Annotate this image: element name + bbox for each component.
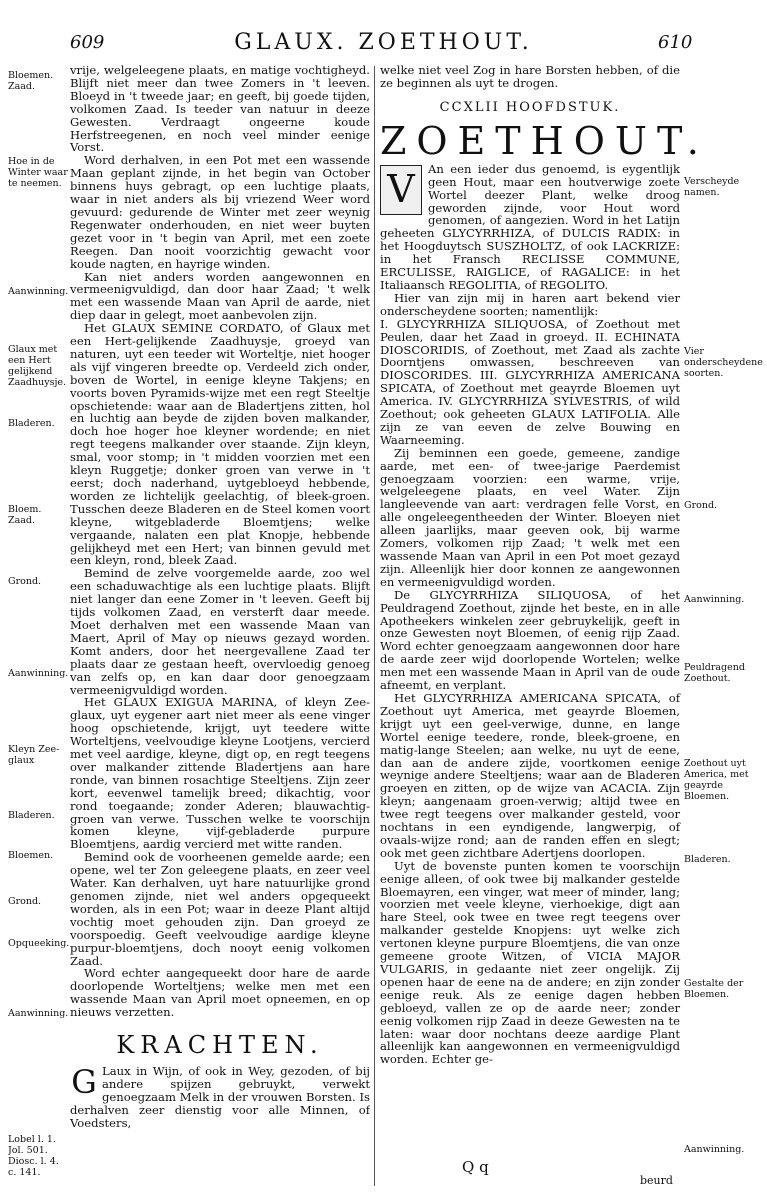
signature-mark: Q q: [462, 1158, 489, 1176]
left-body: [70, 64, 370, 1019]
paragraph: [380, 163, 680, 292]
paragraph: Hier van zijn mij in haren aart bekend vier onderscheydene soorten; namentlijk:: [380, 290, 680, 318]
paragraph: I. GLYCYRRHIZA SILIQUOSA, of Zoethout met Peulen, daar het Zaad in groeyd. II. ECHINATA DIOSCORIDIS, of Zoethout, met Zaad als zachte Doorntjens omwassen, beschreeven van DIOSCORIDES. III. GLYCYRRHIZA AMERICANA SPICATA, of Zoethout met geayrde Bloemen uyt America. IV. GLYCYRRHIZA SYLVESTRIS, of wild Zoethout; ook geheeten GLAUX LATIFOLIA. Alle zijn ze van eeven de zelve Bouwing en Waarneeming.: [380, 316, 680, 447]
krachten-body: [70, 1062, 370, 1130]
margin-note: Opqueeking.: [8, 938, 70, 949]
margin-note: Bloemen.: [8, 850, 54, 861]
paragraph: Bemind ook de voorheenen gemelde aarde; een opene, wel ter Zon geleegene plaats, en zeer veel Water. Kan derhalven, uyt hare natuurlijke grond genomen zijnde, niet wel anders opgequeekt worden, als in een Pot; waar in deeze Plant altijd vochtig moet gehouden zijn. Dan groeyd ze voorspoedig. Geeft veelvoudige aardige kleyne purpur-bloemtjens, doch nooyt eenig volkomen Zaad.: [70, 850, 370, 968]
margin-note: Aanwinning.: [8, 286, 69, 297]
margin-note: Bladeren.: [8, 810, 55, 821]
margin-note: Vier onderscheydene soorten.: [684, 346, 763, 379]
margin-note: Grond.: [8, 896, 42, 907]
margin-note: Peuldragend Zoethout.: [684, 662, 745, 684]
margin-note: Hoe in de Winter waar te neemen.: [8, 156, 68, 189]
margin-note: Kleyn Zee-glaux: [8, 744, 60, 766]
margin-note: Bladeren.: [8, 418, 55, 429]
opening-text: An een ieder dus genoemd, is eygentlijk geen Hout, maar een houtverwige zoete Wortel deezer Plant, welke droog geworden zijnde, voor Hout word genomen, of aangezien. Word in het Latijn geheeten GLYCYRRHIZA, of DULCIS RADIX: in het Hoogduytsch SUSZHOLTZ, of ook LACKRIZE: in het Fransch RECLISSE COMMUNE, ERCULISSE, RAIGLICE, of RAGALICE: in het Italiaansch REGOLITIA, of REGOLITO.: [380, 161, 680, 292]
paragraph: Uyt de bovenste punten komen te voorschijn eenige alleen, of ook twee bij malkander gestelde Bloemayren, een vinger, wat meer of minder, lang; voorzien met veele kleyne, vierhoekige, digt aan hare Steel, ook twee en twee regt teegens over malkander gestelde Knopjens: uyt welke zich vertonen kleyne purpure Bloemtjens, die van onze gemeene groote Witzen, of VICIA MAJOR VULGARIS, in gedaante niet zeer ongelijk. Zij openen haar de eene na de andere; en zijn zonder eenige reuk. Als ze eenige dagen hebben gebloeyd, vallen ze op de aarde neer; zonder eenig volkomen rijp Zaad in deeze Gewesten na te laten: waar door nochtans deeze aardige Plant alleenlijk kan aangewonnen en vermeenigvuldigd worden. Echter ge-: [380, 858, 680, 1067]
chapter-title: ZOETHOUT.: [380, 118, 709, 163]
margin-note: Zoethout uyt America, met geayrde Bloemen.: [684, 758, 749, 802]
margin-note: Aanwinning.: [8, 668, 69, 679]
paragraph: Word echter aangequeekt door hare de aarde doorlopende Worteltjens; welke men met een wassende Maan van April moet opneemen, en op nieuws verzetten.: [70, 966, 370, 1020]
margin-note: Verscheyde namen.: [684, 176, 740, 198]
margin-note: Grond.: [684, 500, 718, 511]
margin-note: Lobel l. 1. Jol. 501. Diosc. l. 4. c. 141.: [8, 1134, 59, 1178]
chapter-heading: CCXLII HOOFDSTUK.: [439, 99, 621, 115]
paragraph: Word derhalven, in een Pot met een wassende Maan geplant zijnde, in het begin van October binnens huys gebragt, op een luchtige plaats, waar in niet anders als bij vriezend Weer word gevuurd: gedurende de Winter met zeer weynig Regenwater onderhouden, en niet weer buyten gezet voor in 't begin van April, met een zoete Reegen. Dan nooit voorzichtig gewacht voor koude nagten, en hayrige winden.: [70, 153, 370, 271]
margin-note: Aanwinning.: [684, 594, 745, 605]
running-head: [0, 32, 767, 60]
column-rule: [374, 66, 375, 1186]
page-number-right: 610: [658, 32, 693, 53]
paragraph: Het GLAUX SEMINE CORDATO, of Glaux met een Hert-gelijkende Zaadhuysje, groeyd van naturen, uyt een teeder wit Worteltje, niet hooger als vijf vingeren breedte op. Verdeeld zich onder, boven de Wortel, in eenige kleyne Takjens; en voorts boven Pyramids-wijze met een regt Steeltje opschietende: waar aan de Bladertjens zitten, hol en luchtig aan beyde de zijden boven malkander, doch hoe hoger hoe kleyner wordende; en niet regt teegens malkander over staande. Zijn kleyn, smal, voor stomp; in 't midden voorzien met een kleyn Ruggetje; donker groen van verwe in 't eerst; doch naderhand, uytgebloeyd hebbende, worden ze lichtelijk geelachtig, of bleek-groen. Tusschen deeze Bladeren en de Steel komen voort kleyne, witgebladerde Bloemtjens; welke vergaande, nalaten een plat Knopje, hebbende gelijkheyd met een Hert; van binnen gevuld met een kleyn, rond, bleek Zaad.: [70, 321, 370, 568]
page-number-left: 609: [70, 32, 105, 53]
paragraph: De GLYCYRRHIZA SILIQUOSA, of het Peuldragend Zoethout, zijnde het beste, en in alle Apotheekers winkelen zeer gebruykelijk, geeft in onze Gewesten noyt Bloemen, of eenig rijp Zaad. Word echter genoegzaam aangewonnen door hare de aarde zeer wijd doorlopende Wortelen; welke men met een wassende Maan in April van de oude afneemt, en verplant.: [380, 587, 680, 693]
paragraph: Het GLAUX EXIGUA MARINA, of kleyn Zee-glaux, uyt eygener aart niet meer als eene vinger hoog opschietende, krijgt, uyt teedere witte Worteltjens, veelvoudige kleyne Lootjens, vercierd met veel aardige, kleyne, digt op, en regt teegens over malkander zittende Bladertjens aan hare ronde, van binnen rosachtige Steeltjens. Zijn zeer kort, eevenwel tamelijk breed; dikachtig, voor rond toegaande; zonder Aderen; blauwachtig-groen van verwe. Tusschen welke te voorschijn komen kleyne, vijf-gebladerde purpure Bloemtjens, aardig vercierd met witte randen.: [70, 695, 370, 852]
margin-note: Bloem. Zaad.: [8, 504, 42, 526]
paragraph: Kan niet anders worden aangewonnen en vermeenigvuldigd, dan door haar Zaad; 't welk met een wassende Maan van April de aarde, niet diep daar in gelegt, moet aanbevolen zijn.: [70, 269, 370, 323]
paragraph: Zij beminnen een goede, gemeene, zandige aarde, met een- of twee-jarige Paerdemist genoegzaam voorzien: een warme, vrije, welgeleegene plaats, en veel Water. Zijn langleevende van aart: verdragen felle Vorst, en alle ongeleegentheeden der Winter. Bloeyen niet alleen jaarlijks, maar geeven ook, bij warme Zomers, volkomen rijp Zaad; 't welk met een wassende Maan van April in een Pot moet gezayd zijn. Alleenlijk hier door konnen ze aangewonnen en vermeenigvuldigd worden.: [380, 445, 680, 589]
margin-note: Aanwinning.: [684, 1144, 745, 1155]
margin-note: Grond.: [8, 576, 42, 587]
running-title: GLAUX. ZOETHOUT.: [234, 30, 533, 55]
right-intro: [380, 64, 680, 90]
paragraph: Bemind de zelve voorgemelde aarde, zoo wel een schaduwachtige als een luchtige plaats. Blijft niet langer dan eene Zomer in 't leeven. Geeft bij tijds volkomen Zaad, en versterft daar meede. Moet derhalven met een wassende Maan van Maert, April of May op nieuws gezayd worden. Komt anders, door het neergevallene Zaad ter plaats daar ze gestaan heeft, overvloedig genoeg van zelfs op, en kan daar door genoegzaam vermeenigvuldigd worden.: [70, 566, 370, 697]
margin-note: Aanwinning.: [8, 1008, 69, 1019]
right-column: [380, 64, 764, 1194]
decorated-initial: V: [380, 165, 422, 215]
paragraph: Het GLYCYRRHIZA AMERICANA SPICATA, of Zoethout uyt America, met geayrde Bloemen, krijgt uyt een geel-verwige, dunne, en lange Wortel eenige teedere, ronde, bleek-groene, en matig-lange Steelen; aan welke, nu uyt de eene, dan aan de andere zijde, voortkomen eenige weynige andere Steeltjens; waar aan de Bladeren groeyen en zitten, op de wijze van ACACIA. Zijn kleyn; aangenaam groen-verwig; altijd twee en twee regt teegens over malkander gesteld, voor nochtans in een eyndigende, langwerpig, of ovaals-wijze rond; aan de randen effen en slegt; ook met geen zichtbare Adertjens doorlopen.: [380, 690, 680, 860]
margin-note: Bladeren.: [684, 854, 731, 865]
paragraph: welke niet veel Zog in hare Borsten hebben, of die ze beginnen als uyt te drogen.: [380, 64, 680, 90]
margin-note: Gestalte der Bloemen.: [684, 978, 744, 1000]
paragraph: vrije, welgeleegene plaats, en matige vochtigheyd. Blijft niet meer dan twee Zomers in 't leeven. Bloeyd in 't tweede jaar; en geeft, bij goede tijden, volkomen Zaad. Is teeder van natuur in deeze Gewesten. Verdraagt ongeerne koude Herfstreegenen, en noch veel minder eenige Vorst.: [70, 64, 370, 155]
right-body: [380, 163, 680, 1066]
krachten-text: Laux in Wijn, of ook in Wey, gezoden, of bij andere spijzen gebruykt, verwekt genoegzaam Melk in der vrouwen Borsten. Is derhalven zeer dienstig voor alle Minnen, of Voedsters,: [70, 1064, 370, 1130]
section-heading-krachten: KRACHTEN.: [116, 1031, 324, 1060]
paragraph: [70, 1062, 370, 1130]
margin-note: Bloemen. Zaad.: [8, 70, 54, 92]
initial-letter: G: [71, 1062, 97, 1101]
margin-note: Glaux met een Hert gelijkend Zaadhuysje.: [8, 344, 67, 388]
left-column: [8, 64, 370, 1194]
catchword: beurd: [640, 1174, 673, 1187]
